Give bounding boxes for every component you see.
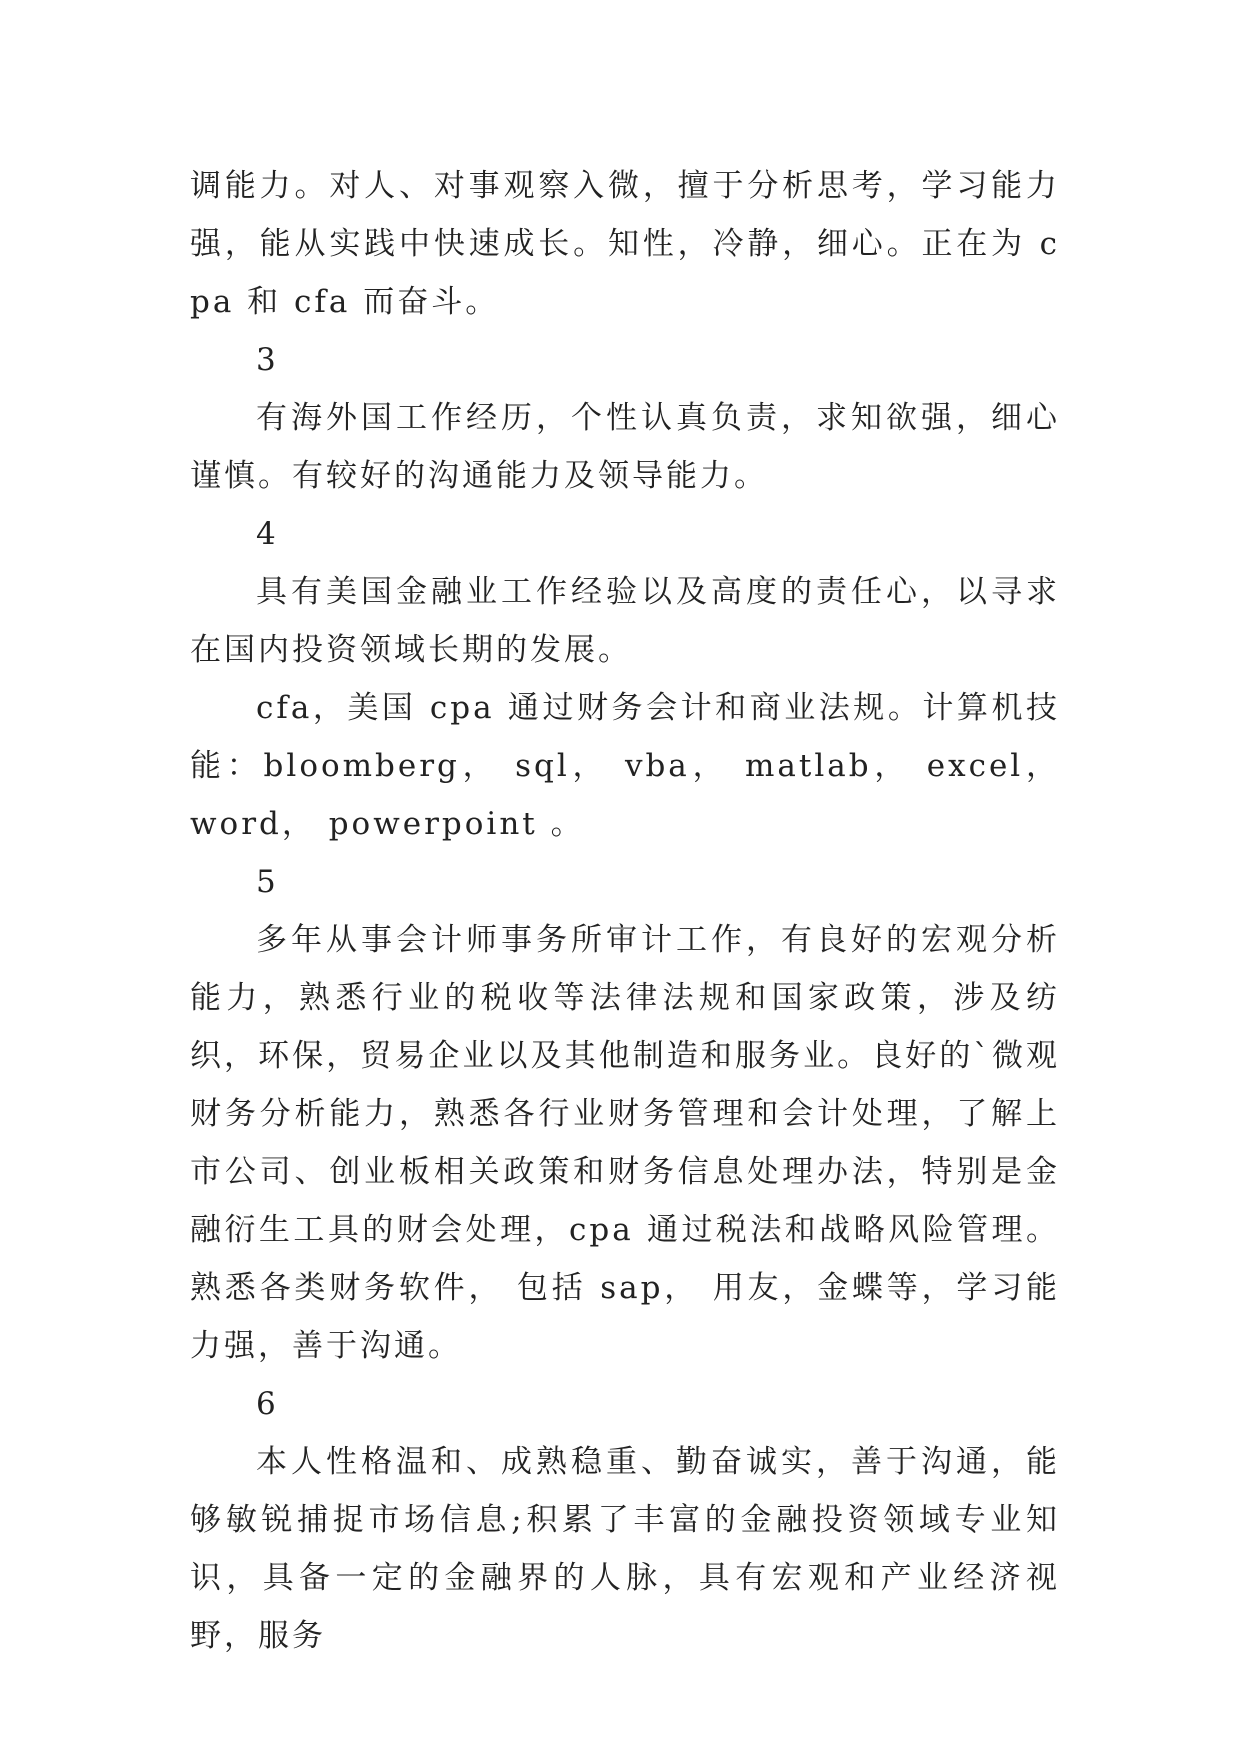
paragraph-continuation: 调能力。对人、对事观察入微，擅于分析思考，学习能力强，能从实践中快速成长。知性，冷静，细心。正在为 cpa 和 cfa 而奋斗。	[190, 168, 1060, 320]
item-number-5: 5	[256, 864, 276, 900]
paragraph-item-5: 多年从事会计师事务所审计工作，有良好的宏观分析能力，熟悉行业的税收等法律法规和国家政策，涉及纺织，环保，贸易企业以及其他制造和服务业。良好的`微观财务分析能力，熟悉各行业财务管理和会计处理，了解上市公司、创业板相关政策和财务信息处理办法，特别是金融衍生工具的财会处理，cpa 通过税法和战略风险管理。 熟悉各类财务软件， 包括 sap， 用友，金蝶等，学习能力强，善于沟通。	[190, 922, 1060, 1364]
paragraph-item-3: 有海外国工作经历，个性认真负责，求知欲强，细心谨慎。有较好的沟通能力及领导能力。	[190, 400, 1060, 494]
document-body	[190, 157, 1060, 1665]
paragraph-item-6: 本人性格温和、成熟稳重、勤奋诚实，善于沟通，能够敏锐捕捉市场信息;积累了丰富的金融投资领域专业知识，具备一定的金融界的人脉，具有宏观和产业经济视野，服务	[190, 1444, 1060, 1654]
item-number-3: 3	[256, 342, 276, 378]
item-number-4: 4	[256, 516, 276, 552]
item-number-6: 6	[256, 1386, 276, 1422]
paragraph-item-4: 具有美国金融业工作经验以及高度的责任心，以寻求在国内投资领域长期的发展。	[190, 574, 1060, 668]
paragraph-item-4-skills: cfa，美国 cpa 通过财务会计和商业法规。计算机技能：bloomberg， sql， vba， matlab， excel， word， powerpoint 。	[190, 690, 1060, 842]
